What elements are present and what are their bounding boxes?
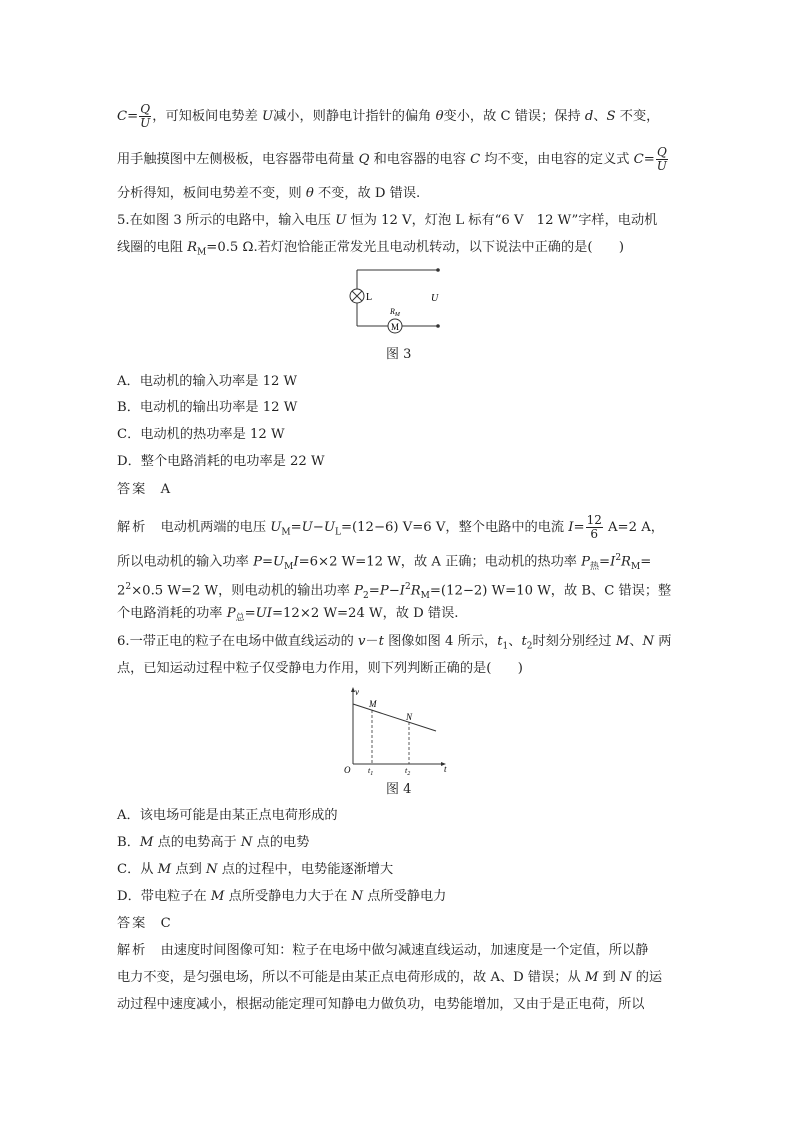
question-6-line [117,659,523,679]
text: 和电容器的电容 [369,152,471,167]
analysis-line [117,604,458,629]
fraction-denominator: 6 [590,527,599,541]
question-6-line [117,632,671,657]
var-r: R [187,240,198,255]
text: = [261,554,274,570]
text: 由速度时间图像可知：粒子在电场中做匀减速直线运动，加速度是一个定值，所以静 [160,943,649,958]
text: =6×2 W=12 W，故 A 正确；电动机的热功率 [298,554,582,570]
var: t [497,634,503,649]
option-d [117,887,446,907]
var-s: S [606,109,616,124]
text: 变小，故 C 错误；保持 [443,109,585,124]
text: 分析得知，板间电势差不变，则 [117,186,306,201]
text: 、 [593,109,607,124]
res-subscript: M [394,312,400,318]
var: t [521,634,527,649]
subscript: L [334,527,341,538]
text: 点所受静电力 [363,889,447,904]
subscript: M [281,527,291,538]
var: v [357,634,366,649]
text: 5.在如图 3 所示的电路中，输入电压 [117,213,336,228]
var: M [584,970,599,985]
text: 个电路消耗的功率 [117,606,227,621]
n-label: N [406,712,413,722]
fraction-numerator: Q [140,102,151,116]
text: 恒为 12 V，灯泡 L 标有“6 V 12 W”字样，电动机 [346,213,658,228]
terminal-bottom [436,324,440,328]
text: =(12−2) W=10 W，故 B、C 错误；整 [429,583,672,599]
text: = [599,554,611,570]
var: N [205,862,218,877]
option-b [117,833,309,853]
text: 、 [629,634,643,649]
var: M [210,889,225,904]
text: 图像如图 4 所示， [383,634,498,649]
text: 所以电动机的输入功率 [117,554,254,570]
t2-symbol: t [405,766,408,775]
var: P [226,606,236,621]
subscript: 热 [590,562,600,573]
text: 点的电势 [252,835,310,850]
option-c: C．电动机的热功率是 12 W [117,427,285,442]
text: ×0.5 W=2 W，则电动机的输出功率 [131,583,355,599]
text: 点所受静电力大于在 [224,889,352,904]
var: P [253,554,262,570]
voltage-label: U [431,293,439,304]
var-c: C [117,109,128,124]
text: 动过程中速度减小，根据动能定理可知静电力做负功，电势能增加，又由于是正电荷，所以 [117,997,645,1012]
analysis-line [117,995,645,1015]
text: = [127,109,139,124]
var-u: U [261,109,274,124]
var: R [621,554,631,570]
text: 时刻分别经过 [532,634,616,649]
analysis-line [117,514,664,543]
text: 点到 [171,862,206,877]
var: I [399,583,405,599]
var: P [581,554,591,570]
text: A．该电场可能是由某正点电荷形成的 [117,808,338,823]
text: =12×2 W=24 W，故 D 错误. [271,606,459,621]
text: B． [117,835,140,850]
superscript: 2 [615,553,622,563]
var-c: C [470,152,481,167]
var: I [293,554,299,570]
text: C．从 [117,862,158,877]
answer-label: 答案 [117,482,148,497]
text: 到 [598,970,620,985]
text: 线圈的电阻 [117,240,188,255]
var-theta: θ [305,186,314,201]
var: P [379,583,389,599]
analysis-label: 解析 [117,520,148,535]
subscript: M [420,591,430,602]
t-label: t [444,764,447,774]
text: 6.一带正电的粒子在电场中做直线运动的 [117,634,358,649]
t2-label [405,766,410,776]
analysis-line [117,941,649,961]
text: 用手触摸图中左侧极板，电容器带电荷量 [117,152,359,167]
subscript: 1 [502,641,509,652]
answer-value: A [160,482,171,497]
text: － [365,634,379,649]
var: N [351,889,364,904]
text: 均不变，由电容的定义式 [480,152,634,167]
text-line [117,103,659,130]
text: 电动机两端的电压 [160,520,271,535]
terminal-top [436,268,440,272]
option-a [117,806,338,826]
text: − [388,583,400,599]
vt-line [353,704,436,731]
analysis-label: 解析 [117,943,148,958]
option-a: A．电动机的输入功率是 12 W [117,374,298,389]
question-5-line [117,238,624,263]
var: U [270,520,282,535]
subscript: 2 [526,641,533,652]
answer-line [117,480,170,500]
analysis-line [117,577,671,606]
subscript: 2 [363,591,369,602]
question-5-line [117,211,657,231]
text: 点，已知运动过程中粒子仅受静电力作用，则下列判断正确的是( ) [117,661,523,676]
text: = [244,606,256,621]
origin-label: O [344,765,351,775]
text: =0.5 Ω.若灯泡恰能正常发光且电动机转动，以下说法中正确的是( ) [206,240,624,255]
var: M [157,862,172,877]
superscript: 2 [125,582,132,592]
var: M [615,634,630,649]
var: N [240,835,253,850]
var: R [410,583,421,599]
var: I [568,520,574,535]
var: t [378,634,384,649]
t1-label [368,766,373,776]
figure-caption: 图 4 [386,782,412,797]
text: 电力不变，是匀强电场，所以不可能是由某正点电荷形成的，故 A、D 错误；从 [117,970,585,985]
var-q: Q [358,152,370,167]
fraction-numerator: Q [656,145,667,159]
text: = [643,152,655,167]
var: U [301,520,313,535]
fraction [656,146,668,173]
var-theta: θ [435,109,444,124]
text: 减小，则静电计指针的偏角 [273,109,436,124]
var: M [139,835,154,850]
var: P [354,583,364,599]
text: 点的电势高于 [153,835,241,850]
var: U [323,520,335,535]
option-c [117,860,393,880]
var-u: U [335,213,347,228]
text: D．带电粒子在 [117,889,211,904]
text: 、 [508,634,522,649]
analysis-line [117,968,662,988]
text: A=2 A， [603,520,664,535]
fraction-denominator: U [140,116,151,130]
motor-label: M [391,322,400,332]
subscript: M [630,562,641,573]
text: 两 [654,634,672,649]
res-symbol: R [390,307,395,316]
lamp-icon [350,289,364,303]
subscript: M [197,247,207,258]
text: = [290,520,302,535]
subscript: M [284,562,294,573]
text: 不变， [615,109,660,124]
superscript: 2 [404,582,411,592]
text: − [312,520,324,535]
motor-resistance-label [389,307,401,318]
vt-graph [340,686,452,776]
text-line [117,146,669,173]
t1-symbol: t [368,766,371,775]
answer-label: 答案 [117,916,148,931]
fraction-numerator: 12 [586,513,602,527]
text: = [640,554,652,570]
circuit-diagram [345,266,455,338]
text: = [573,520,585,535]
answer-value: C [160,916,171,931]
var: U [273,554,285,570]
var-c: C [633,152,644,167]
answer-line [117,914,171,934]
fraction [586,514,603,541]
text: 不变，故 D 错误. [313,186,421,201]
var: N [642,634,655,649]
figure-caption: 图 3 [386,347,412,362]
subscript: 总 [235,613,245,624]
v-label: v [355,687,359,697]
motor-icon [388,319,402,333]
text: 点的过程中，电势能逐渐增大 [217,862,394,877]
var: N [619,970,632,985]
text: 的运 [631,970,663,985]
t2-subscript: 2 [407,771,411,776]
fraction [139,103,151,130]
option-b: B．电动机的输出功率是 12 W [117,400,298,415]
lamp-label: L [366,292,373,303]
var: UI [255,606,272,621]
var-d: d [584,109,594,124]
text: 2 [117,583,126,599]
m-label: M [369,699,377,709]
var: I [610,554,616,570]
t1-subscript: 1 [370,771,374,776]
analysis-line [117,548,651,577]
text: ，可知板间电势差 [152,109,262,124]
text-line [117,184,420,204]
text: =(12−6) V=6 V，整个电路中的电流 [340,520,569,535]
fraction-denominator: U [656,159,667,173]
text: = [368,583,380,599]
option-d: D．整个电路消耗的电功率是 22 W [117,454,325,469]
